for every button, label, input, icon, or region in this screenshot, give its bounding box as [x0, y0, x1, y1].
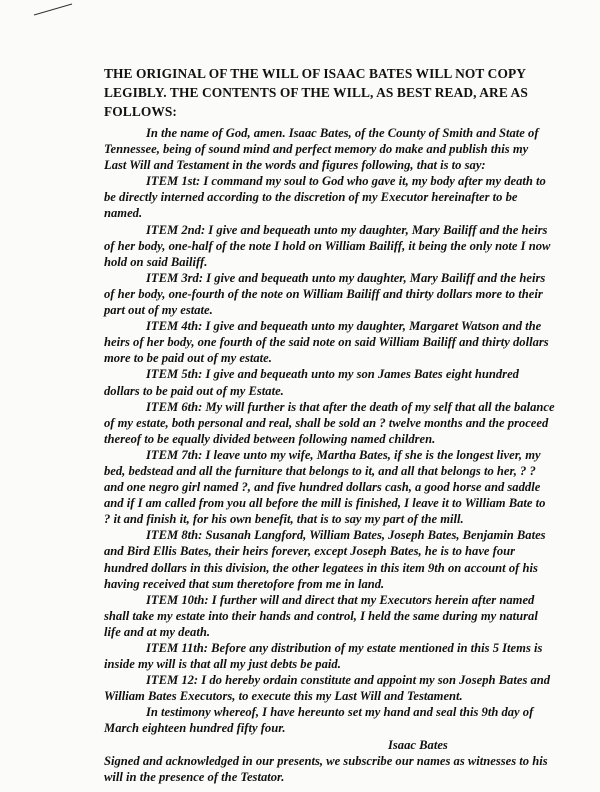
text-line: bed, bedstead and all the furniture that belongs to it, and all that belongs to her, ? ?	[104, 463, 536, 478]
item-3-line: ITEM 3rd: I give and bequeath unto my daughter, Mary Bailiff and the heirs	[146, 270, 546, 285]
text-line: having received that sum theretofore from me in land.	[104, 576, 385, 591]
text-line: part out of my estate.	[104, 303, 213, 318]
text-line: hundred dollars in this division, the other legatees in this item 9th on account of his	[104, 560, 538, 575]
text-line: Last Will and Testament in the words and figures following, that is to say:	[104, 158, 486, 173]
text-line: thereof to be equally divided between following named children.	[104, 431, 436, 446]
text-line: be directly interned according to the discretion of my Executor hereinafter to be	[104, 190, 518, 205]
document-heading	[104, 64, 574, 121]
text-line: more to be paid out of my estate.	[104, 351, 272, 366]
item-8-line: ITEM 8th: Susanah Langford, William Bates, Joseph Bates, Benjamin Bates	[146, 528, 546, 543]
item-4-line: ITEM 4th: I give and bequeath unto my daughter, Margaret Watson and the	[146, 319, 542, 334]
item-2-line: ITEM 2nd: I give and bequeath unto my daughter, Mary Bailiff and the heirs	[146, 222, 548, 237]
text-line: heirs of her body, one fourth of the said note on said William Bailiff and thirty dollars	[104, 335, 549, 350]
item-6-line: ITEM 6th: My will further is that after the death of my self that all the balance	[146, 399, 555, 414]
text-line: named.	[104, 206, 143, 221]
text-line: of her body, one-fourth of the note on William Bailiff and thirty dollars more to their	[104, 286, 543, 301]
item-1-line: ITEM 1st: I command my soul to God who gave it, my body after my death to	[146, 174, 546, 189]
text-line: dollars to be paid out of my Estate.	[104, 383, 284, 398]
text-line: hold on said Bailiff.	[104, 254, 208, 269]
item-5-line: ITEM 5th: I give and bequeath unto my son James Bates eight hundred	[146, 367, 519, 382]
text-line: shall take my estate into their hands and control, I held the same during my natural	[104, 608, 538, 623]
text-line: William Bates Executors, to execute this my Last Will and Testament.	[104, 689, 463, 704]
witness-line: will in the presence of the Testator.	[104, 769, 285, 784]
text-line: Tennessee, being of sound mind and perfect memory do make and publish this my	[104, 142, 529, 157]
text-line: and if I am called from you all before the mill is finished, I leave it to William Bate to	[104, 496, 546, 511]
item-10-line: ITEM 10th: I further will and direct that my Executors herein after named	[146, 592, 535, 607]
pen-mark	[32, 2, 74, 16]
text-line: life and at my death.	[104, 624, 210, 639]
will-text	[104, 125, 598, 785]
testimony-line: In testimony whereof, I have hereunto set my hand and seal this 9th day of	[146, 705, 534, 720]
text-line: March eighteen hundred fifty four.	[104, 721, 286, 736]
text-line: and one negro girl named ?, and five hundred dollars cash, a good horse and saddle	[104, 480, 541, 495]
item-12-line: ITEM 12: I do hereby ordain constitute and appoint my son Joseph Bates and	[146, 673, 551, 688]
heading-line: THE ORIGINAL OF THE WILL OF ISAAC BATES WILL NOT COPY	[104, 66, 527, 81]
heading-line: LEGIBLY. THE CONTENTS OF THE WILL, AS BEST READ, ARE AS	[104, 85, 528, 100]
text-line: and Bird Ellis Bates, their heirs forever, except Joseph Bates, he is to have four	[104, 544, 516, 559]
witness-line: Signed and acknowledged in our presents, we subscribe our names as witnesses to his	[104, 753, 548, 768]
heading-line: FOLLOWS:	[104, 104, 177, 119]
text-line: inside my will is that all my just debts be paid.	[104, 657, 341, 672]
item-7-line: ITEM 7th: I leave unto my wife, Martha Bates, if she is the longest liver, my	[146, 447, 541, 462]
signature-name: Isaac Bates	[388, 737, 448, 752]
text-line: ? it and finish it, for his own benefit, that is to say my part of the mill.	[104, 512, 464, 527]
text-line: of her body, one-half of the note I hold on William Bailiff, it being the only note I now	[104, 238, 551, 253]
text-line: of my estate, both personal and real, shall be sold an ? twelve months and the proceed	[104, 415, 549, 430]
item-11-line: ITEM 11th: Before any distribution of my estate mentioned in this 5 Items is	[146, 641, 543, 655]
text-line: In the name of God, amen. Isaac Bates, of the County of Smith and State of	[146, 126, 539, 140]
